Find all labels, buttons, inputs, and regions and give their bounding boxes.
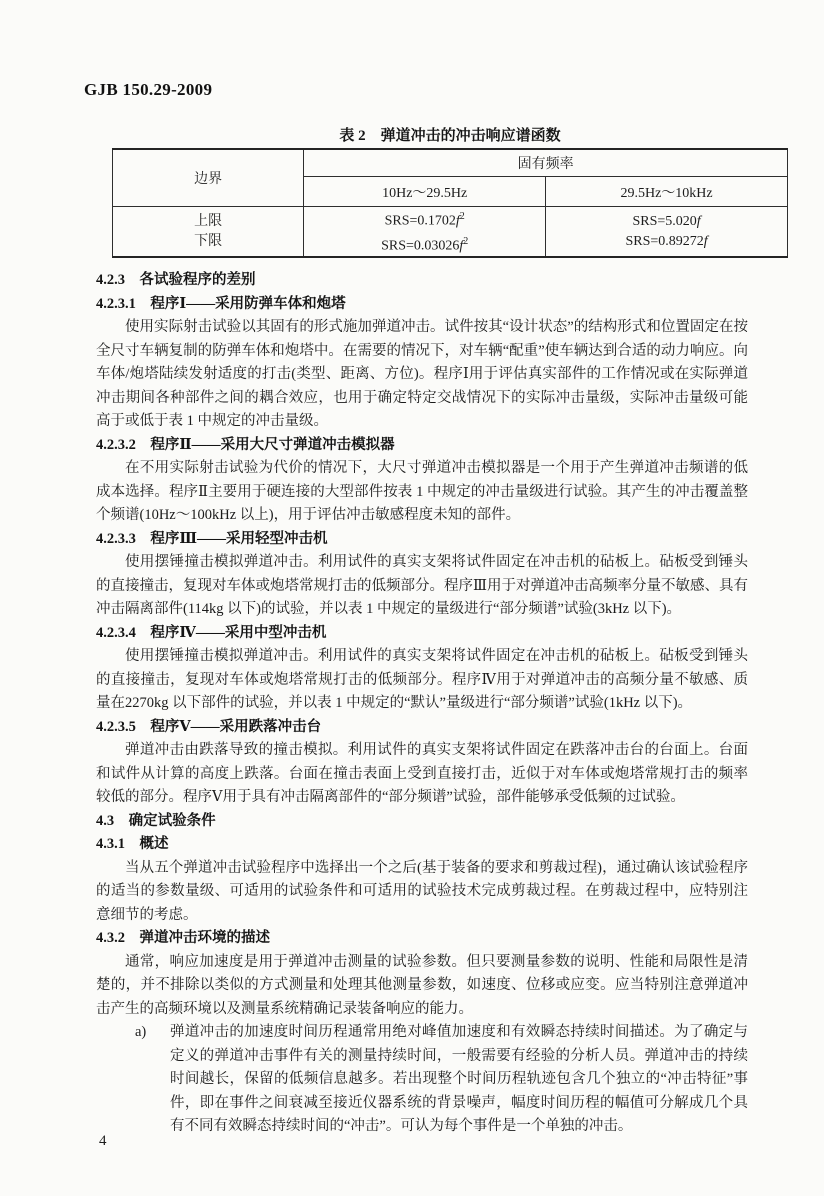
table-cell-formulas-high	[546, 207, 788, 258]
formula-upper-low: $SRS=0.1702f^2$	[384, 211, 465, 229]
paragraph-procedure-3: 使用摆锤撞击模拟弹道冲击。利用试件的真实支架将试件固定在冲击机的砧板上。砧板受到锤头的直接撞击，复现对车体或炮塔常规打击的低频部分。程序Ⅲ用于对弹道冲击高频率分量不敏感、具有冲击隔离部件(114kg 以下)的试验，并以表 1 中规定的量级进行“部分频谱”试验(3kHz 以下)。	[96, 554, 748, 617]
table-title: 表 2 弹道冲击的冲击响应谱函数	[339, 128, 561, 144]
table-cell-formulas-low	[304, 207, 546, 258]
heading-4-2-3-4: 4.2.3.4 程序Ⅳ——采用中型冲击机	[96, 624, 327, 641]
list-marker-a: a)	[135, 1024, 147, 1040]
heading-4-2-3-3: 4.2.3.3 程序Ⅲ——采用轻型冲击机	[96, 530, 328, 547]
standard-number	[84, 80, 212, 100]
paragraph-procedure-5: 弹道冲击由跌落导致的撞击模拟。利用试件的真实支架将试件固定在跌落冲击台的台面上。台面和试件从计算的高度上跌落。台面在撞击表面上受到直接打击，近似于对车体或炮塔常规打击的频率较低的部分。程序Ⅴ用于具有冲击隔离部件的“部分频谱”试验，部件能够承受低频的过试验。	[96, 742, 748, 805]
paragraph-environment: 通常，响应加速度是用于弹道冲击测量的试验参数。但只要测量参数的说明、性能和局限性是清楚的，并不排除以类似的方式测量和处理其他测量参数，如速度、位移或应变。应当特别注意弹道冲击产生的高频环境以及测量系统精确记录装备响应的能力。	[96, 953, 748, 1017]
table-header-range-high: 29.5Hz～10kHz	[546, 177, 788, 207]
paragraph-procedure-4: 使用摆锤撞击模拟弹道冲击。利用试件的真实支架将试件固定在冲击机的砧板上。砧板受到锤头的直接撞击，复现对车体或炮塔常规打击的低频部分。程序Ⅳ用于对弹道冲击的高频分量不敏感、质量在2270kg 以下部件的试验，并以表 1 中规定的“默认”量级进行“部分频谱”试验(1kHz 以下)。	[96, 648, 748, 711]
table-header-boundary: 边界	[113, 149, 304, 207]
paragraph-overview: 当从五个弹道冲击试验程序中选择出一个之后(基于装备的要求和剪裁过程)，通过确认该试验程序的适当的参数量级、可适用的试验条件和可适用的试验技术完成剪裁过程。在剪裁过程中，应特别注意细节的考虑。	[96, 859, 748, 923]
page-number: 4	[99, 1133, 107, 1149]
srs-table	[112, 148, 788, 258]
upper-limit-label: 上限	[194, 213, 223, 229]
heading-4-3: 4.3 确定试验条件	[96, 812, 216, 829]
heading-4-2-3-1: 4.2.3.1 程序Ⅰ——采用防弹车体和炮塔	[96, 295, 346, 312]
heading-4-3-1: 4.3.1 概述	[96, 836, 169, 852]
heading-4-2-3-5: 4.2.3.5 程序Ⅴ——采用跌落冲击台	[96, 718, 322, 735]
table-cell-limits	[113, 207, 304, 258]
formula-lower-low: $SRS=0.03026f^2$	[381, 235, 469, 254]
standard-code: 150.29-2009	[122, 80, 213, 99]
list-item-a-text: 弹道冲击的加速度时间历程通常用绝对峰值加速度和有效瞬态持续时间描述。为了确定与定义的弹道冲击事件有关的测量持续时间，一般需要有经验的分析人员。弹道冲击的持续时间越长，保留的低频信息越多。若出现整个时间历程轨迹包含几个独立的“冲击特征”事件，即在事件之间衰减至接近仪器系统的背景噪声，幅度时间历程的幅值可分解成几个具有不同有效瞬态持续时间的“冲击”。可认为每个事件是一个单独的冲击。	[170, 1024, 748, 1134]
heading-4-3-2: 4.3.2 弹道冲击环境的描述	[96, 930, 270, 946]
table-header-natural-frequency: 固有频率	[304, 149, 788, 177]
formula-lower-high: SRS=0.89272f	[625, 233, 708, 249]
formula-upper-high: SRS=5.020f	[632, 213, 701, 229]
heading-4-2-3: 4.2.3 各试验程序的差别	[96, 272, 256, 288]
lower-limit-label: 下限	[194, 233, 223, 249]
heading-4-2-3-2: 4.2.3.2 程序Ⅱ——采用大尺寸弹道冲击模拟器	[96, 436, 395, 453]
document-body	[96, 269, 748, 1139]
paragraph-procedure-2: 在不用实际射击试验为代价的情况下，大尺寸弹道冲击模拟器是一个用于产生弹道冲击频谱的低成本选择。程序Ⅱ主要用于硬连接的大型部件按表 1 中规定的冲击量级进行试验。其产生的冲击覆盖整个频谱(10Hz～100kHz 以上)，用于评估冲击敏感程度未知的部件。	[96, 460, 748, 523]
table-header-range-low: 10Hz～29.5Hz	[304, 177, 546, 207]
paragraph-procedure-1: 使用实际射击试验以其固有的形式施加弹道冲击。试件按其“设计状态”的结构形式和位置固定在按全尺寸车辆复制的防弹车体和炮塔中。在需要的情况下，对车辆“配重”使车辆达到合适的动力响应。向车体/炮塔陆续发射适度的打击(类型、距离、方位)。程序Ⅰ用于评估真实部件的工作情况或在实际弹道冲击期间各种部件之间的耦合效应，也用于确定特定交战情况下的实际冲击量级，实际冲击量级可能高于或低于表 1 中规定的冲击量级。	[96, 319, 748, 429]
list-item-a	[96, 1021, 748, 1139]
standard-prefix: GJB	[84, 80, 118, 99]
